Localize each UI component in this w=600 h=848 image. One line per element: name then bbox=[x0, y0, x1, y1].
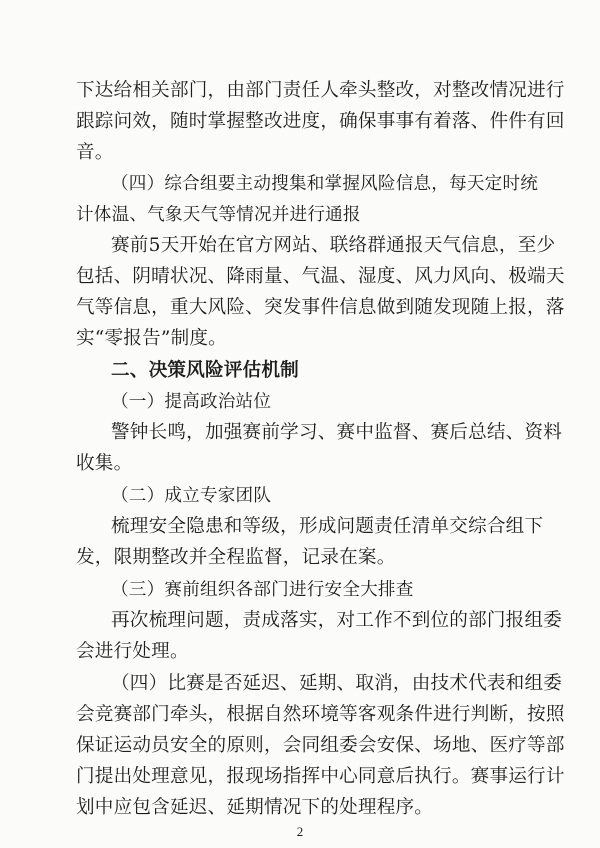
body-line-23: 门提出处理意见，报现场指挥中心同意后执行。赛事运行计 bbox=[76, 766, 565, 787]
body-line-6: 赛前5天开始在官方网站、联络群通报天气信息，至少 bbox=[111, 235, 556, 256]
body-line-15: 梳理安全隐患和等级，形成问题责任清单交综合组下 bbox=[111, 516, 544, 537]
body-line-19: 会进行处理。 bbox=[76, 641, 189, 662]
subheading-3: （三）赛前组织各部门进行安全大排查 bbox=[111, 580, 414, 600]
body-line-8: 气等信息，重大风险、突发事件信息做到随发现随上报，落 bbox=[76, 297, 565, 318]
body-line-16: 发，限期整改并全程监督，记录在案。 bbox=[76, 547, 396, 568]
body-line-20: （四）比赛是否延迟、延期、取消，由技术代表和组委 bbox=[111, 673, 563, 694]
body-line-2: 跟踪问效，随时掌握整改进度，确保事事有着落、件件有回 bbox=[76, 111, 565, 132]
body-line-9: 实“零报告”制度。 bbox=[76, 328, 227, 349]
body-line-7: 包括、阴晴状况、降雨量、气温、湿度、风力风向、极端天 bbox=[76, 266, 565, 287]
subheading-2: （二）成立专家团队 bbox=[111, 486, 272, 506]
page-number: 2 bbox=[296, 824, 304, 839]
section-heading: 二、决策风险评估机制 bbox=[111, 360, 299, 381]
body-line-12: 警钟长鸣，加强赛前学习、赛中监督、赛后总结、资料 bbox=[111, 422, 563, 443]
body-line-13: 收集。 bbox=[76, 453, 133, 474]
body-line-22: 保证运动员安全的原则，会同组委会安保、场地、医疗等部 bbox=[76, 735, 565, 756]
body-line-3: 音。 bbox=[76, 142, 114, 163]
body-line-1: 下达给相关部门，由部门责任人牵头整改，对整改情况进行 bbox=[76, 80, 565, 101]
body-line-24: 划中应包含延迟、延期情况下的处理程序。 bbox=[76, 797, 434, 818]
body-line-18: 再次梳理问题，责成落实，对工作不到位的部门报组委 bbox=[111, 610, 563, 631]
subheading-4-line-2: 计体温、气象天气等情况并进行通报 bbox=[76, 205, 361, 225]
body-line-21: 会竞赛部门牵头，根据自然环境等客观条件进行判断，按照 bbox=[76, 704, 565, 725]
subheading-4-line-1: （四）综合组要主动搜集和掌握风险信息，每天定时统 bbox=[111, 174, 539, 194]
subheading-1: （一）提高政治站位 bbox=[111, 392, 272, 412]
